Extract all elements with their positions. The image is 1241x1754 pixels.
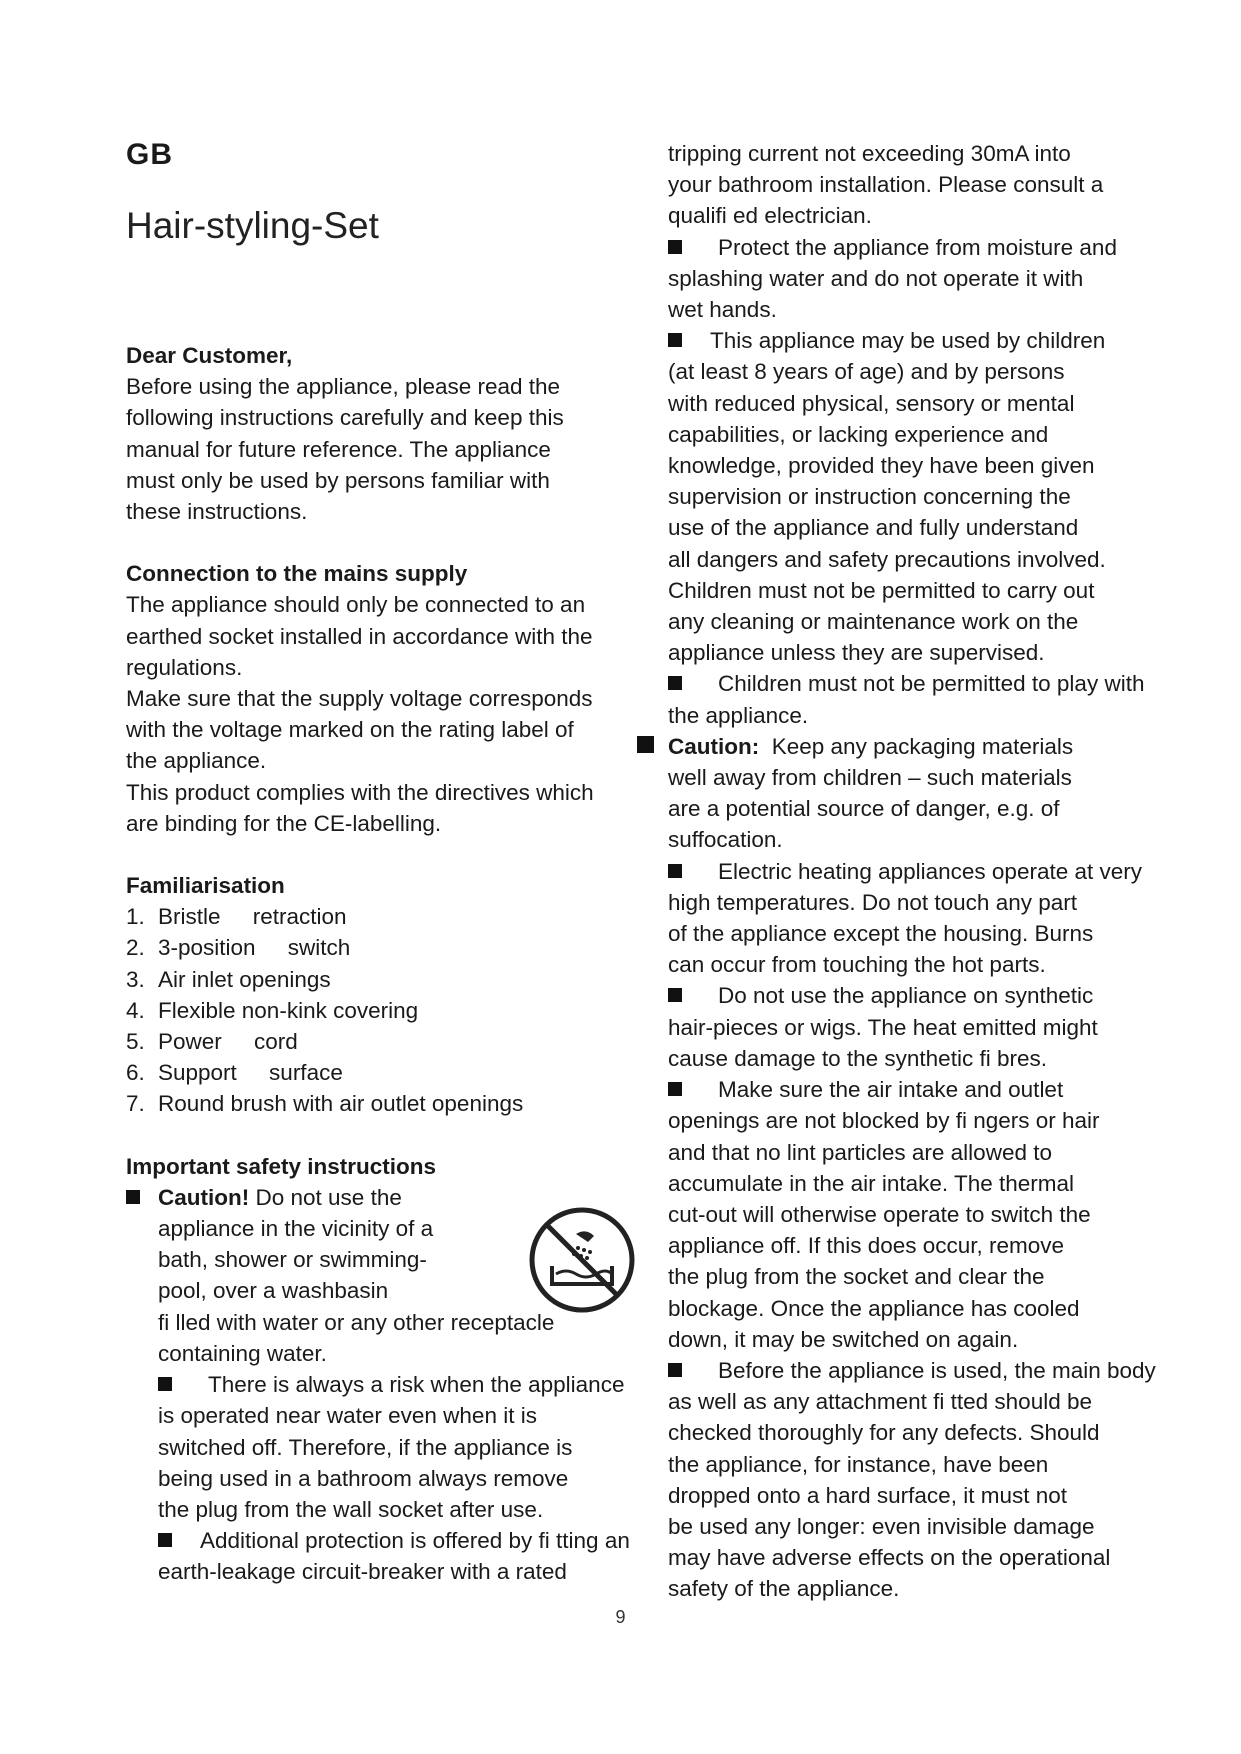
- language-code: GB: [126, 138, 173, 171]
- text-line: with the voltage marked on the rating label of: [126, 717, 574, 743]
- connection-paragraph: [126, 589, 646, 839]
- bullet-square-icon: [668, 864, 682, 878]
- text-line: are binding for the CE-labelling.: [126, 810, 442, 836]
- packaging-caution: Caution: Keep any packaging materials well away from children – such materials are a potential source of danger, e.g. of suffocation.: [668, 731, 1168, 856]
- text-line: must only be used by persons familiar with: [126, 467, 550, 493]
- left-column: [126, 340, 646, 1588]
- play-bullet: Children must not be permitted to play with the appliance.: [668, 671, 1145, 728]
- protection-bullet: Additional protection is offered by fi tting an earth-leakage circuit-breaker with a rated: [158, 1528, 630, 1585]
- right-column: [668, 138, 1168, 1605]
- bullet-square-icon: [126, 1190, 140, 1204]
- bullet-square-icon: [158, 1533, 172, 1547]
- caution-block: Caution! Do not use the appliance in the vicinity of a bath, shower or swimming- pool, over a washbasin fi lled with water or any other receptacle containing water.: [126, 1182, 646, 1369]
- bullet-square-icon: [158, 1377, 172, 1391]
- text-line: following instructions carefully and keep this: [126, 405, 564, 431]
- intake-bullet: Make sure the air intake and outlet openings are not blocked by fi ngers or hair and that no lint particles are allowed to accumulate in the air intake. The thermal cut-out will otherwise operate to switch the appliance off. If this does occur, remove the plug from the socket and clear the blockage. Once the appliance has cooled down, it may be switched on again.: [668, 1077, 1100, 1352]
- text-line: the appliance.: [126, 748, 267, 774]
- bullet-square-icon: [637, 736, 654, 753]
- moisture-bullet: Protect the appliance from moisture and splashing water and do not operate it with wet hands.: [668, 234, 1117, 323]
- heat-bullet: Electric heating appliances operate at very high temperatures. Do not touch any part of the appliance except the housing. Burns can occur from touching the hot parts.: [668, 858, 1142, 978]
- familiarisation-heading: Familiarisation: [126, 873, 285, 899]
- continued-paragraph: [668, 138, 1168, 232]
- text-line: Make sure that the supply voltage corresponds: [126, 686, 593, 712]
- text-line: your bathroom installation. Please consult a: [668, 172, 1104, 198]
- page-title: Hair-styling-Set: [126, 205, 379, 246]
- bullet-square-icon: [668, 333, 682, 347]
- synthetic-bullet: Do not use the appliance on synthetic hair-pieces or wigs. The heat emitted might cause damage to the synthetic fi bres.: [668, 983, 1098, 1071]
- text-line: tripping current not exceeding 30mA into: [668, 141, 1071, 166]
- list-item: 7. Round brush with air outlet openings: [126, 1091, 524, 1117]
- safety-heading: Important safety instructions: [126, 1153, 437, 1179]
- list-item: 1. Bristle retraction: [126, 904, 347, 930]
- caution-label: Caution!: [158, 1184, 250, 1210]
- list-item: 6. Support surface: [126, 1060, 343, 1086]
- bullet-square-icon: [668, 988, 682, 1002]
- text-line: qualifi ed electrician.: [668, 203, 872, 229]
- text-line: earthed socket installed in accordance with the: [126, 623, 593, 649]
- text-line: Before using the appliance, please read the: [126, 374, 561, 400]
- bullet-square-icon: [668, 1363, 682, 1377]
- page-number: 9: [615, 1607, 626, 1627]
- familiarisation-list: [126, 901, 646, 1119]
- list-item: 4. Flexible non-kink covering: [126, 997, 419, 1023]
- text-line: manual for future reference. The appliance: [126, 436, 551, 462]
- list-item: 2. 3-position switch: [126, 935, 351, 961]
- no-water-icon: [526, 1204, 638, 1316]
- list-item: 3. Air inlet openings: [126, 966, 331, 992]
- text-line: these instructions.: [126, 499, 308, 525]
- bullet-square-icon: [668, 676, 682, 690]
- text-line: The appliance should only be connected to an: [126, 592, 586, 618]
- caution-label: Caution:: [668, 733, 760, 759]
- text-line: regulations.: [126, 654, 243, 680]
- bullet-square-icon: [668, 1082, 682, 1096]
- dear-paragraph: [126, 371, 646, 527]
- connection-heading: Connection to the mains supply: [126, 561, 468, 587]
- check-bullet: Before the appliance is used, the main body as well as any attachment fi tted should be checked thoroughly for any defects. Should the appliance, for instance, have been dropped onto a hard surface, it must not be used any longer: even invisible damage may have adverse effects on the operational safety of the appliance.: [668, 1357, 1156, 1602]
- text-line: This product complies with the directives which: [126, 779, 594, 805]
- bullet-square-icon: [668, 240, 682, 254]
- dear-heading: Dear Customer,: [126, 343, 293, 368]
- list-item: 5. Power cord: [126, 1029, 298, 1055]
- children-bullet: This appliance may be used by children (at least 8 years of age) and by persons with reduced physical, sensory or mental capabilities, or lacking experience and knowledge, provided they have been given supervision or instruction concerning the use of the appliance and fully understand all dangers and safety precautions involved. Children must not be permitted to carry out any cleaning or maintenance work on the appliance unless they are supervised.: [668, 328, 1106, 666]
- risk-bullet: There is always a risk when the appliance is operated near water even when it is switched off. Therefore, if the appliance is being used in a bathroom always remove the plug from the wall socket after use.: [158, 1372, 625, 1522]
